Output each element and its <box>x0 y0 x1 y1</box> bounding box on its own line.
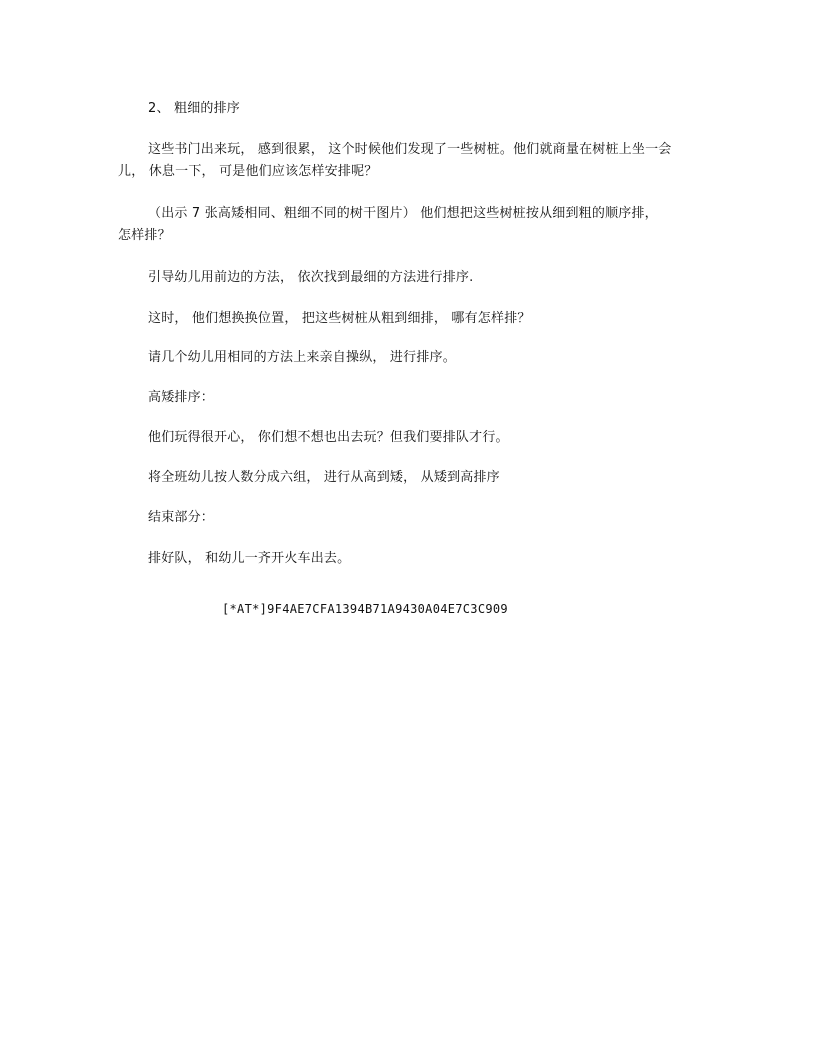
text-line: 这时， 他们想换换位置， 把这些树桩从粗到细排， 哪有怎样排？ <box>148 311 531 326</box>
text-line: 排好队， 和幼儿一齐开火车出去。 <box>148 551 351 566</box>
paragraph-line: 这些书门出来玩， 感到很累， 这个时候他们发现了一些树桩。他们就商量在树桩上坐一会 <box>148 142 672 157</box>
paragraph-line: （出示 7 张高矮相同、粗细不同的树干图片） 他们想把这些树桩按从细到粗的顺序排， <box>148 206 658 221</box>
text-line: 请几个幼儿用相同的方法上来亲自操纵， 进行排序。 <box>148 350 456 365</box>
paragraph-line: 儿， 休息一下， 可是他们应该怎样安排呢？ <box>118 164 378 179</box>
subheading-height-sort: 高矮排序： <box>148 390 215 405</box>
paragraph-rest-stumps <box>118 139 672 183</box>
paragraph-line: 怎样排？ <box>118 228 171 243</box>
section-heading: 2、 粗细的排序 <box>148 101 241 116</box>
paragraph-show-pictures <box>118 203 658 247</box>
text-line: 将全班幼儿按人数分成六组， 进行从高到矮， 从矮到高排序 <box>148 470 500 485</box>
text-line: 他们玩得很开心， 你们想不想也出去玩？但我们要排队才行。 <box>148 430 509 445</box>
text-line: 引导幼儿用前边的方法， 依次找到最细的方法进行排序. <box>148 270 474 285</box>
subheading-ending: 结束部分： <box>148 510 215 525</box>
footer-code: [*AT*]9F4AE7CFA1394B71A9430A04E7C3C909 <box>222 602 508 616</box>
